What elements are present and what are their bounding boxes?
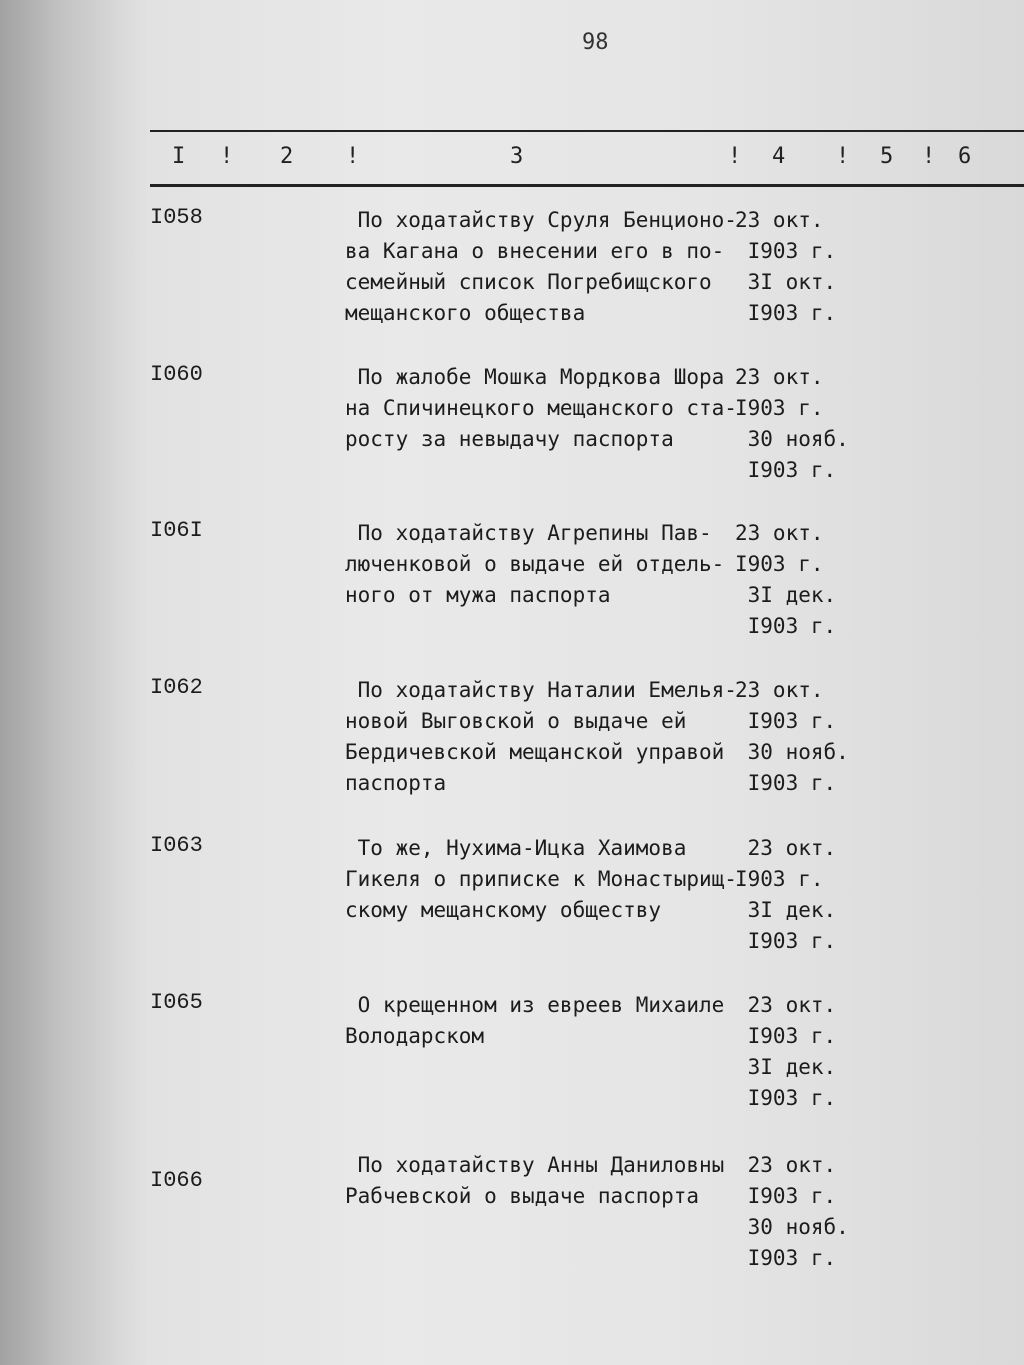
case-number: I06I bbox=[150, 518, 203, 543]
table-header bbox=[150, 130, 1024, 187]
date-line: 3I дек. bbox=[735, 898, 837, 922]
date-line: I903 г. bbox=[735, 1086, 837, 1110]
case-dates bbox=[735, 518, 836, 642]
column-separator: ! bbox=[836, 144, 850, 169]
date-line: I903 г. bbox=[735, 301, 837, 325]
description-line: семейный список Погребищского bbox=[345, 270, 712, 294]
date-line: 23 окт. bbox=[735, 993, 837, 1017]
column-header-5: 5 bbox=[880, 144, 894, 169]
description-line: Володарском bbox=[345, 1024, 485, 1048]
date-line: I903 г. bbox=[735, 458, 837, 482]
column-separator: ! bbox=[728, 144, 742, 169]
description-line: ного от мужа паспорта bbox=[345, 583, 611, 607]
date-line: 23 окт. bbox=[735, 208, 824, 232]
case-description bbox=[345, 833, 737, 926]
column-separator: ! bbox=[922, 144, 936, 169]
column-header-1: I bbox=[172, 144, 186, 169]
case-description bbox=[345, 675, 737, 799]
description-line: Рабчевской о выдаче паспорта bbox=[345, 1184, 700, 1208]
date-line: 3I окт. bbox=[735, 270, 837, 294]
date-line: I903 г. bbox=[735, 929, 837, 953]
date-line: I903 г. bbox=[735, 552, 824, 576]
date-line: 3I дек. bbox=[735, 1055, 837, 1079]
date-line: 30 нояб. bbox=[735, 1215, 849, 1239]
date-line: 3I дек. bbox=[735, 583, 837, 607]
description-line: Бердичевской мещанской управой bbox=[345, 740, 725, 764]
case-number: I058 bbox=[150, 205, 203, 230]
date-line: 23 окт. bbox=[735, 836, 837, 860]
case-description bbox=[345, 518, 724, 611]
case-dates bbox=[735, 675, 849, 799]
description-line: Гикеля о приписке к Монастырищ- bbox=[345, 867, 737, 891]
date-line: I903 г. bbox=[735, 614, 837, 638]
date-line: 23 окт. bbox=[735, 678, 824, 702]
description-line: на Спичинецкого мещанского ста- bbox=[345, 396, 737, 420]
case-dates bbox=[735, 833, 836, 957]
case-dates bbox=[735, 362, 849, 486]
column-header-3: 3 bbox=[510, 144, 524, 169]
description-line: По жалобе Мошка Мордкова Шора bbox=[345, 365, 725, 389]
binding-shadow bbox=[0, 0, 150, 1365]
date-line: 30 нояб. bbox=[735, 427, 849, 451]
case-number: I065 bbox=[150, 990, 203, 1015]
description-line: То же, Нухима-Ицка Хаимова bbox=[345, 836, 687, 860]
case-description bbox=[345, 990, 724, 1052]
case-dates bbox=[735, 990, 836, 1114]
description-line: О крещенном из евреев Михаиле bbox=[345, 993, 725, 1017]
date-line: I903 г. bbox=[735, 709, 837, 733]
description-line: росту за невыдачу паспорта bbox=[345, 427, 674, 451]
description-line: мещанского общества bbox=[345, 301, 586, 325]
column-header-2: 2 bbox=[280, 144, 294, 169]
description-line: По ходатайству Анны Даниловны bbox=[345, 1153, 725, 1177]
case-number: I060 bbox=[150, 362, 203, 387]
date-line: 30 нояб. bbox=[735, 740, 849, 764]
column-separator: ! bbox=[220, 144, 234, 169]
case-number: I066 bbox=[150, 1168, 203, 1193]
date-line: I903 г. bbox=[735, 1024, 837, 1048]
column-header-6: 6 bbox=[958, 144, 972, 169]
description-line: новой Выговской о выдаче ей bbox=[345, 709, 687, 733]
column-separator: ! bbox=[346, 144, 360, 169]
date-line: 23 окт. bbox=[735, 1153, 837, 1177]
description-line: По ходатайству Наталии Емелья- bbox=[345, 678, 737, 702]
description-line: люченковой о выдаче ей отдель- bbox=[345, 552, 725, 576]
date-line: I903 г. bbox=[735, 396, 824, 420]
date-line: I903 г. bbox=[735, 771, 837, 795]
case-description bbox=[345, 205, 737, 329]
date-line: I903 г. bbox=[735, 1184, 837, 1208]
description-line: скому мещанскому обществу bbox=[345, 898, 662, 922]
case-dates bbox=[735, 1150, 849, 1274]
date-line: 23 окт. bbox=[735, 521, 824, 545]
date-line: 23 окт. bbox=[735, 365, 824, 389]
column-header-4: 4 bbox=[772, 144, 786, 169]
date-line: I903 г. bbox=[735, 867, 824, 891]
description-line: паспорта bbox=[345, 771, 447, 795]
case-description bbox=[345, 362, 737, 455]
description-line: По ходатайству Сруля Бенционо- bbox=[345, 208, 737, 232]
description-line: ва Кагана о внесении его в по- bbox=[345, 239, 725, 263]
page-number: 98 bbox=[582, 30, 609, 55]
case-number: I062 bbox=[150, 675, 203, 700]
case-dates bbox=[735, 205, 836, 329]
date-line: I903 г. bbox=[735, 239, 837, 263]
case-description bbox=[345, 1150, 724, 1212]
description-line: По ходатайству Агрепины Пав- bbox=[345, 521, 712, 545]
case-number: I063 bbox=[150, 833, 203, 858]
date-line: I903 г. bbox=[735, 1246, 837, 1270]
